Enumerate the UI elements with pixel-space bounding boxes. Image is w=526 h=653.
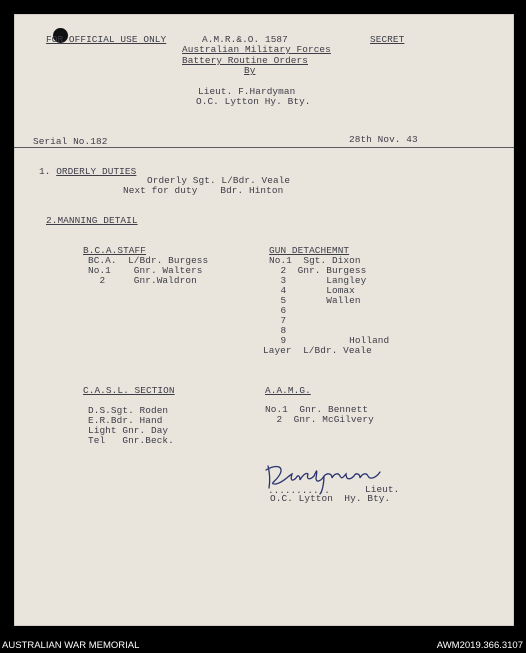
title-line-3: By: [244, 65, 256, 76]
gun-row: Layer L/Bdr. Veale: [263, 345, 372, 356]
bca-row: No.1 Gnr. Walters: [88, 265, 203, 276]
next-for-duty: Next for duty Bdr. Hinton: [123, 185, 284, 196]
aamg-row: No.1 Gnr. Bennett: [265, 404, 369, 415]
signature-line: ...........: [268, 485, 330, 496]
document-reference: A.M.R.&.O. 1587: [202, 34, 288, 45]
classification-label: FOR OFFICIAL USE ONLY: [46, 34, 167, 45]
horizontal-rule: [14, 147, 514, 148]
gun-row: 6: [269, 305, 287, 316]
gun-detachment-heading: GUN DETACHEMNT: [269, 245, 350, 256]
signoff-unit: O.C. Lytton Hy. Bty.: [270, 493, 391, 504]
casl-section-heading: C.A.S.L. SECTION: [83, 385, 175, 396]
aamg-heading: A.A.M.G.: [265, 385, 311, 396]
aamg-row: 2 Gnr. McGilvery: [265, 414, 374, 425]
officer-name: Lieut. F.Hardyman: [198, 86, 296, 97]
casl-row: D.S.Sgt. Roden: [88, 405, 169, 416]
orderly-sergeant: Orderly Sgt. L/Bdr. Veale: [147, 175, 291, 186]
orderly-duties-heading-text: ORDERLY DUTIES: [56, 166, 137, 177]
accession-number: AWM2019.366.3107: [436, 640, 523, 651]
gun-row: 8: [269, 325, 287, 336]
gun-row: 2 Gnr. Burgess: [269, 265, 367, 276]
casl-row: E.R.Bdr. Hand: [88, 415, 163, 426]
orderly-duties-heading: 1. ORDERLY DUTIES: [39, 166, 137, 177]
institution-credit: AUSTRALIAN WAR MEMORIAL: [2, 640, 140, 651]
serial-number: Serial No.182: [33, 136, 108, 147]
title-line-2: Battery Routine Orders: [182, 55, 308, 66]
gun-row: 7: [269, 315, 287, 326]
order-date: 28th Nov. 43: [349, 134, 418, 145]
gun-row: 4 Lomax: [269, 285, 355, 296]
gun-row: 3 Langley: [269, 275, 367, 286]
bca-staff-heading: B.C.A.STAFF: [83, 245, 146, 256]
casl-row: Light Gnr. Day: [88, 425, 169, 436]
bca-row: BC.A. L/Bdr. Burgess: [88, 255, 209, 266]
gun-row: 9 Holland: [269, 335, 390, 346]
casl-row: Tel Gnr.Beck.: [88, 435, 174, 446]
gun-row: 5 Wallen: [269, 295, 361, 306]
gun-row: No.1 Sgt. Dixon: [269, 255, 361, 266]
manning-detail-heading: 2.MANNING DETAIL: [46, 215, 138, 226]
officer-title: O.C. Lytton Hy. Bty.: [196, 96, 311, 107]
title-line-1: Australian Military Forces: [182, 44, 331, 55]
classification-secret: SECRET: [370, 34, 405, 45]
signoff-rank: Lieut.: [365, 484, 400, 495]
bca-row: 2 Gnr.Waldron: [88, 275, 197, 286]
